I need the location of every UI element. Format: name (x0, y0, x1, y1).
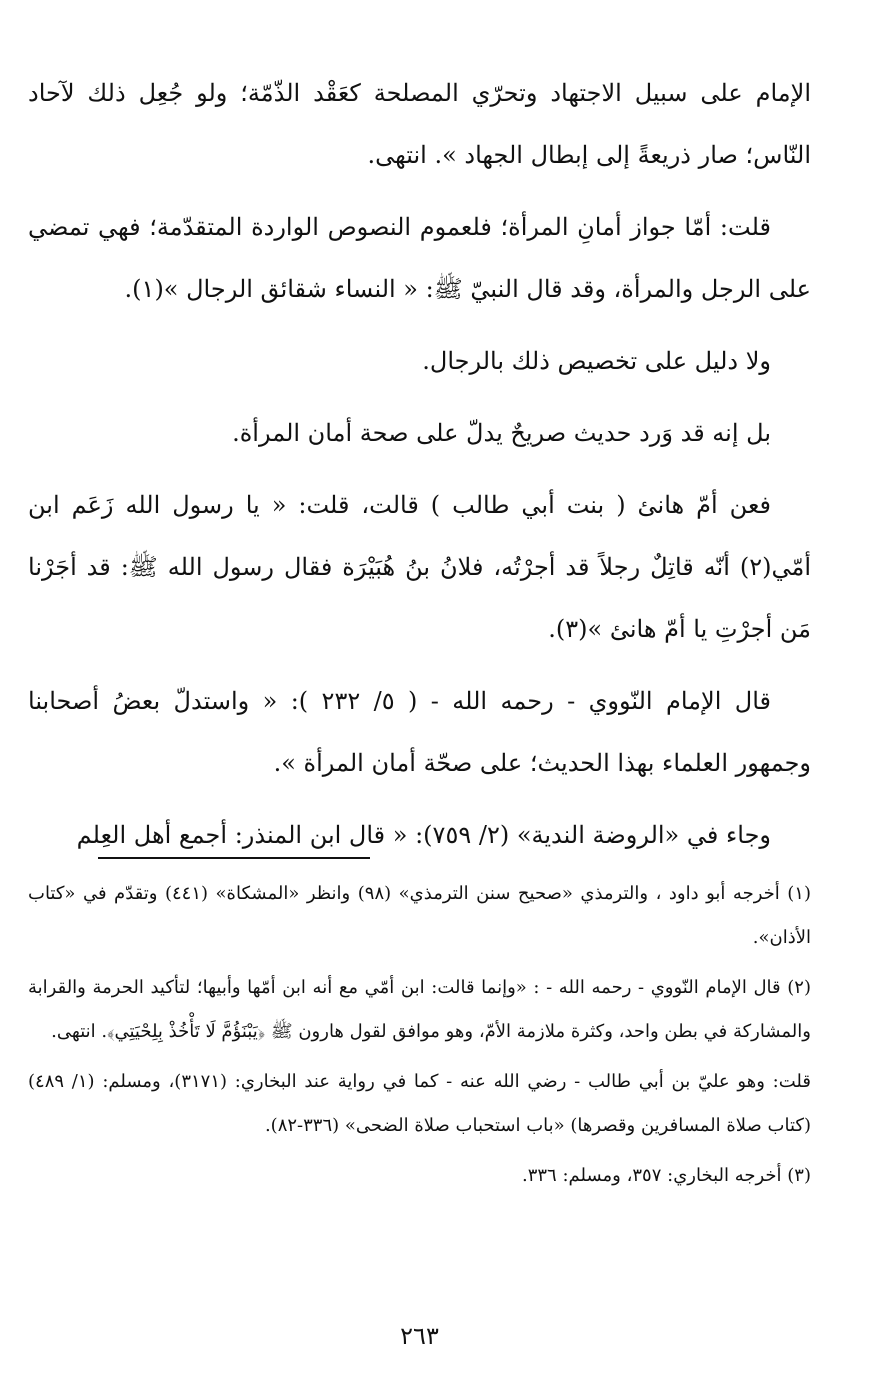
footnote-divider (98, 857, 370, 859)
paragraph-7: وجاء في «الروضة الندية» (٢/ ٧٥٩): « قال ابن المنذر: أجمع أهل العِلم (76, 821, 771, 849)
footnote-2-continued: قلت: وهو عليّ بن أبي طالب - رضي الله عنه - كما في رواية عند البخاري: (٣١٧١)، ومسلم: (١/ ٤٨٩) (كتاب صلاة المسافرين وقصرها) «باب استحباب صلاة الضحى» (٣٣٦-٨٢). (28, 1071, 811, 1136)
paragraph-1: الإمام على سبيل الاجتهاد وتحرّي المصلحة كعَقْد الذّمّة؛ ولو جُعِل ذلك لآحاد النّاس؛ صار ذريعةً إلى إبطال الجهاد ». انتهى. (28, 79, 811, 169)
book-page (28, 0, 811, 1383)
footnote-2: (٢) قال الإمام النّووي - رحمه الله - : «وإنما قالت: ابن أمّي مع أنه ابن أمّها وأبيها؛ لتأكيد الحرمة والقرابة والمشاركة في بطن واحد، وكثرة ملازمة الأمّ، وهو موافق لقول هارون ﷺ ﴿يَبْنَؤُمَّ لَا تَأْخُذْ بِلِحْيَتِي﴾. انتهى. (28, 977, 811, 1042)
paragraph-2: قلت: أمّا جواز أمانِ المرأة؛ فلعموم النصوص الواردة المتقدّمة؛ فهي تمضي على الرجل والمرأة، وقد قال النبيّ ﷺ: « النساء شقائق الرجال »(١). (28, 213, 811, 303)
main-text (28, 62, 811, 876)
footnote-3: (٣) أخرجه البخاري: ٣٥٧، ومسلم: ٣٣٦. (521, 1165, 811, 1186)
footnotes (28, 872, 811, 1204)
paragraph-3: ولا دليل على تخصيص ذلك بالرجال. (422, 347, 771, 375)
page-number: ٢٦٣ (400, 1322, 439, 1350)
footnote-1: (١) أخرجه أبو داود ، والترمذي «صحيح سنن الترمذي» (٩٨) وانظر «المشكاة» (٤٤١) وتقدّم في «كتاب الأذان». (28, 883, 811, 948)
paragraph-4: بل إنه قد وَرد حديث صريحٌ يدلّ على صحة أمان المرأة. (232, 419, 771, 447)
paragraph-6: قال الإمام النّووي - رحمه الله - ( ٥/ ٢٣٢ ): « واستدلّ بعضُ أصحابنا وجمهور العلماء بهذا الحديث؛ على صحّة أمان المرأة ». (28, 687, 811, 777)
paragraph-5: فعن أمّ هانئ ( بنت أبي طالب ) قالت، قلت: « يا رسول الله زَعَم ابن أمّي(٢) أنّه قاتِلٌ رجلاً قد أجرْتُه، فلانُ بنُ هُبَيْرَة فقال رسول الله ﷺ: قد أجَرْنا مَن أجرْتِ يا أمّ هانئ »(٣). (28, 491, 811, 643)
